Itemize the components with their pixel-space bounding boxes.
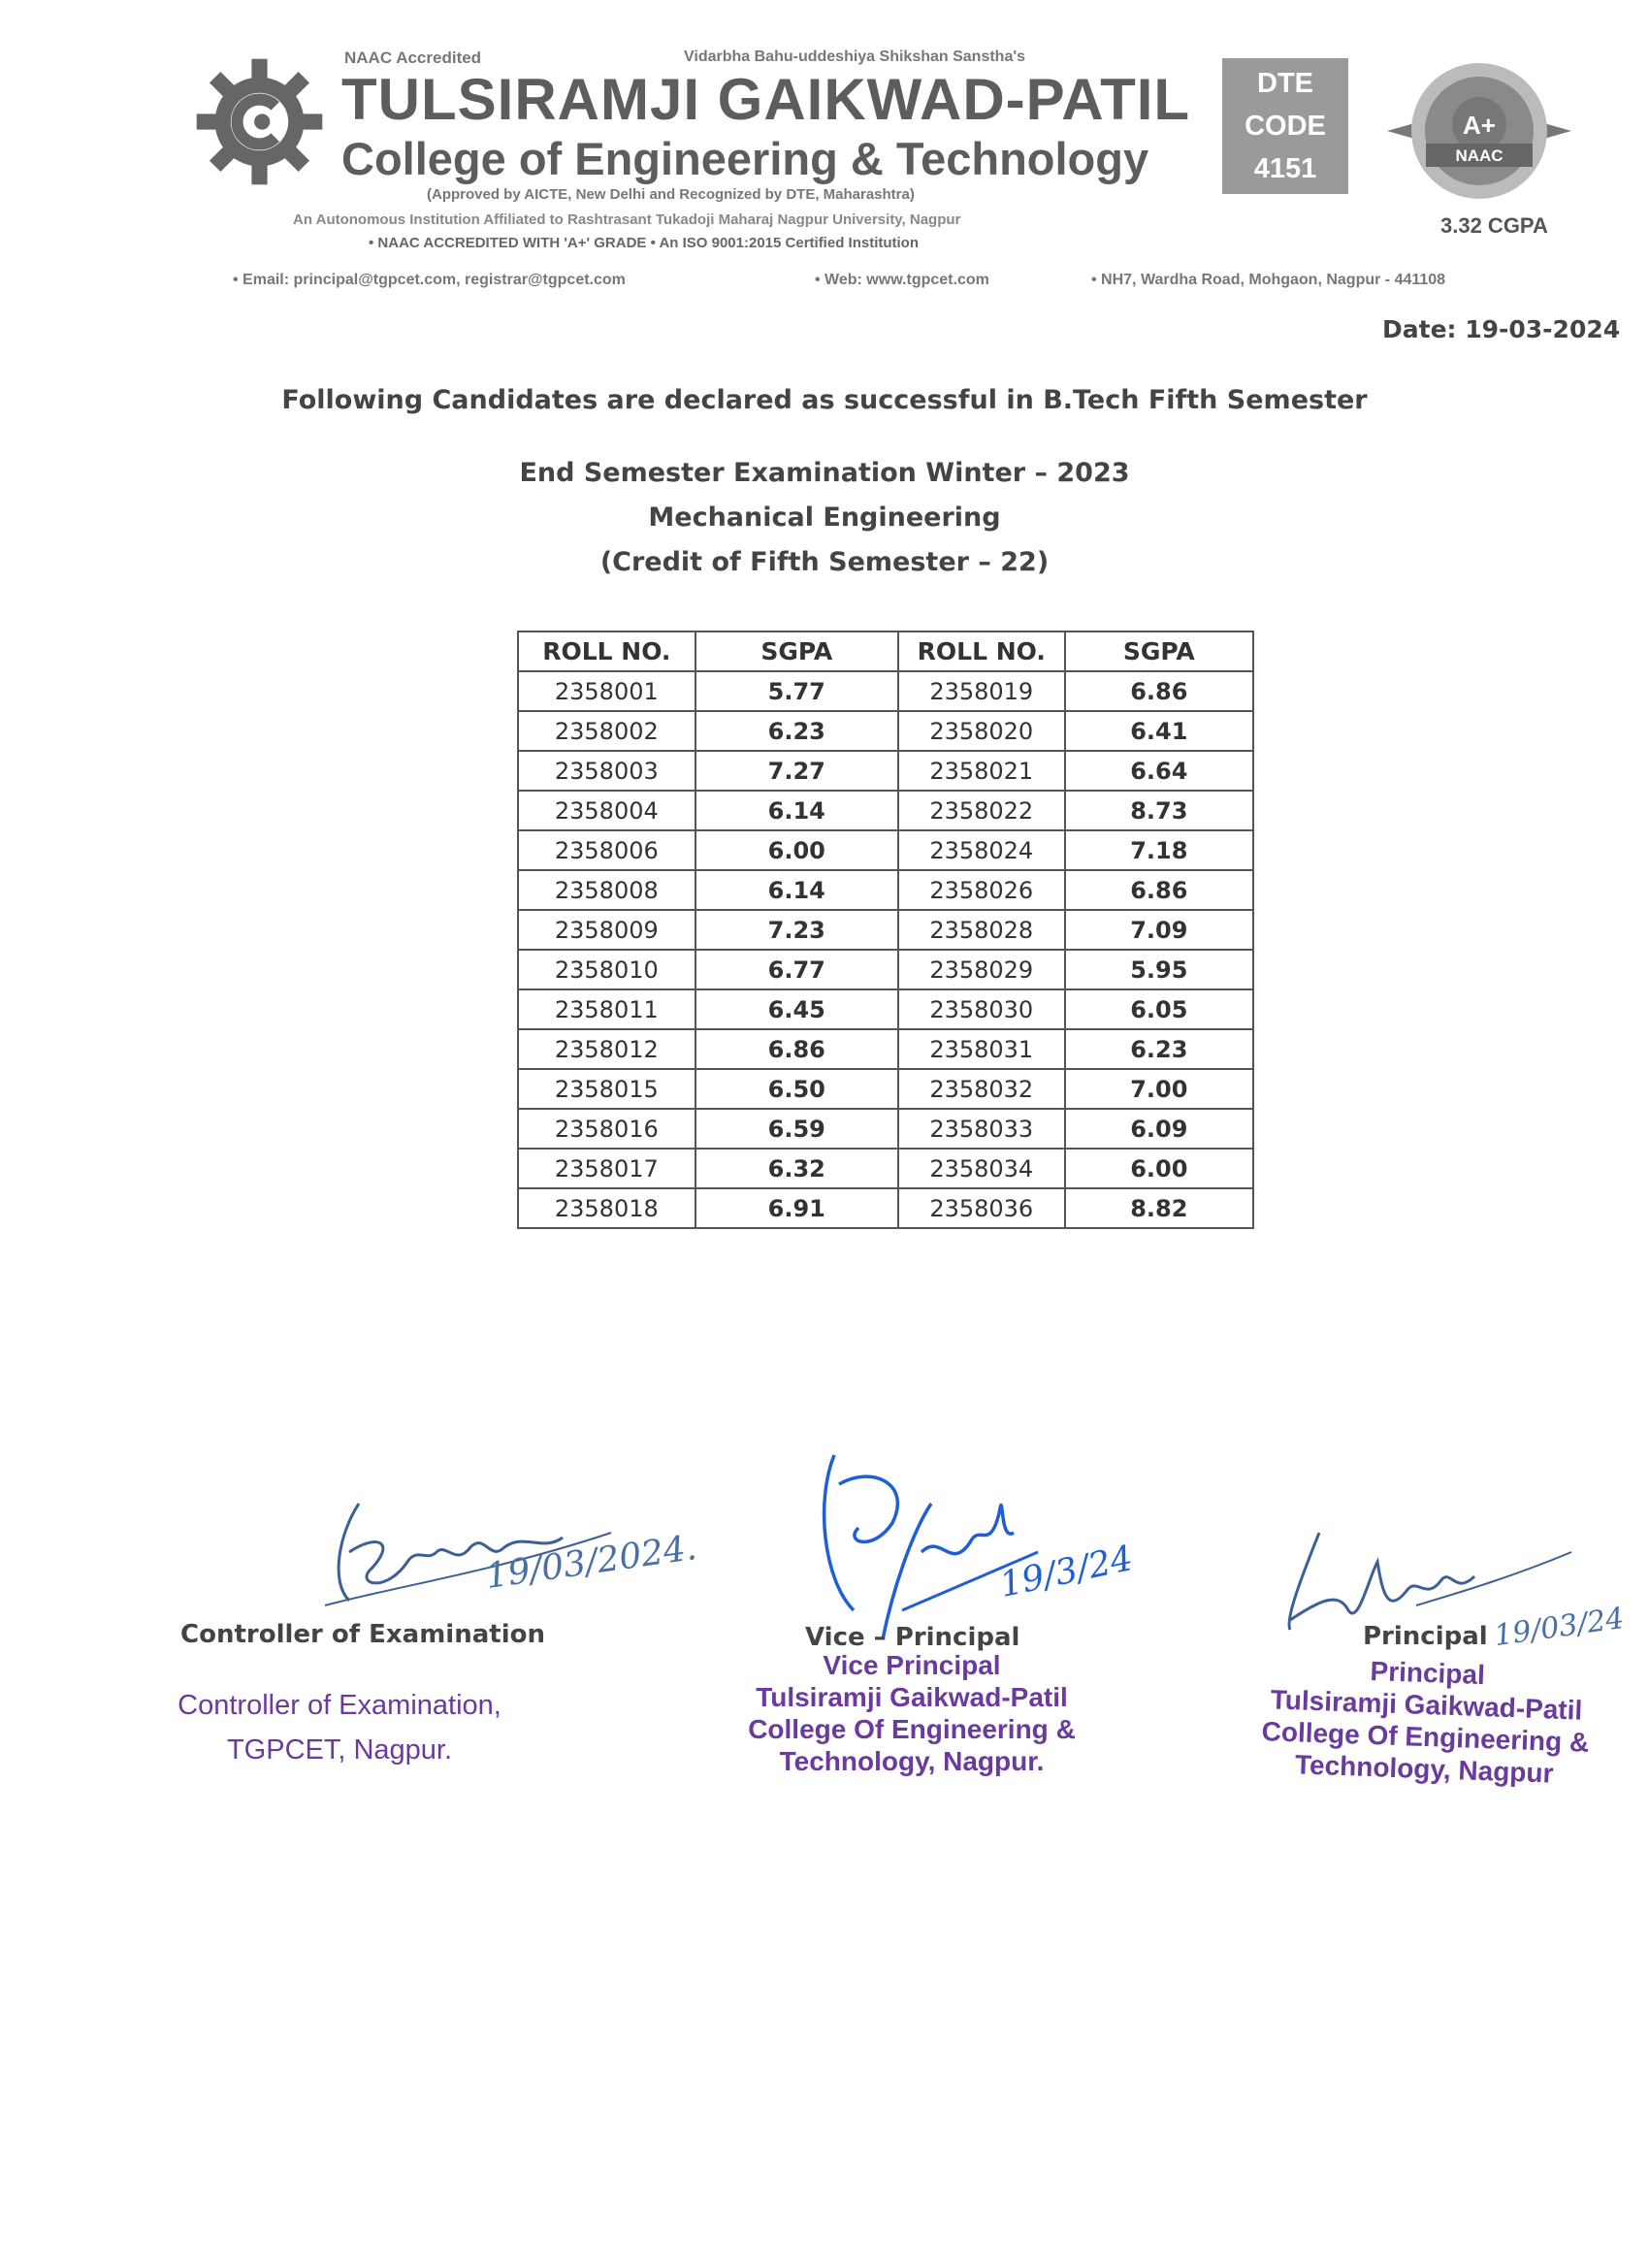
sgpa-cell: 6.86 [1065, 870, 1253, 910]
table-header-row [518, 632, 1253, 671]
sgpa-cell: 6.64 [1065, 751, 1253, 791]
sgpa-cell: 8.82 [1065, 1188, 1253, 1228]
sgpa-cell: 7.09 [1065, 910, 1253, 950]
roll-no-cell: 2358010 [518, 950, 695, 989]
branch-heading: Mechanical Engineering [648, 502, 1001, 533]
table-row [518, 671, 1253, 711]
sgpa-cell: 6.23 [1065, 1029, 1253, 1069]
principal-stamp-line2: Tulsiramji Gaikwad-Patil [1270, 1684, 1583, 1726]
sgpa-cell: 6.09 [1065, 1109, 1253, 1149]
sgpa-cell: 5.77 [695, 671, 898, 711]
sgpa-cell: 6.45 [695, 989, 898, 1029]
roll-no-cell: 2358030 [898, 989, 1065, 1029]
coe-stamp-line1: Controller of Examination, [178, 1690, 501, 1721]
naac-seal-icon [1387, 58, 1571, 204]
roll-no-cell: 2358026 [898, 870, 1065, 910]
roll-no-cell: 2358021 [898, 751, 1065, 791]
coe-stamp [146, 1683, 534, 1772]
roll-no-cell: 2358024 [898, 830, 1065, 870]
table-row [518, 711, 1253, 751]
column-header: ROLL NO. [898, 632, 1065, 671]
roll-no-cell: 2358036 [898, 1188, 1065, 1228]
sgpa-cell: 6.05 [1065, 989, 1253, 1029]
roll-no-cell: 2358008 [518, 870, 695, 910]
vice-principal-handwritten-date: 19/3/24 [996, 1539, 1137, 1605]
sgpa-cell: 5.95 [1065, 950, 1253, 989]
dte-line3: 4151 [1253, 153, 1317, 184]
sgpa-cell: 7.18 [1065, 830, 1253, 870]
principal-stamp [1230, 1650, 1622, 1792]
roll-no-cell: 2358020 [898, 711, 1065, 751]
document-date: Date: 19-03-2024 [1382, 315, 1621, 343]
roll-no-cell: 2358019 [898, 671, 1065, 711]
roll-no-cell: 2358011 [518, 989, 695, 1029]
sgpa-cell: 7.27 [695, 751, 898, 791]
table-row [518, 989, 1253, 1029]
roll-no-cell: 2358028 [898, 910, 1065, 950]
naac-grade-text: A+ [1463, 111, 1496, 140]
principal-title: Principal [1363, 1622, 1488, 1651]
cgpa-label: 3.32 CGPA [1440, 213, 1548, 238]
roll-no-cell: 2358031 [898, 1029, 1065, 1069]
table-row [518, 870, 1253, 910]
naac-label-text: NAAC [1455, 146, 1504, 165]
column-header: SGPA [695, 632, 898, 671]
roll-no-cell: 2358017 [518, 1149, 695, 1188]
letterhead [184, 49, 1600, 310]
table-row [518, 1188, 1253, 1228]
web-text: • Web: www.tgpcet.com [815, 272, 989, 288]
naac-accredited-label: NAAC Accredited [344, 49, 482, 67]
principal-stamp-line3: College Of Engineering & [1261, 1716, 1590, 1758]
credit-heading: (Credit of Fifth Semester – 22) [599, 547, 1050, 577]
column-header: SGPA [1065, 632, 1253, 671]
roll-no-cell: 2358003 [518, 751, 695, 791]
results-table [517, 631, 1254, 1229]
sgpa-cell: 6.14 [695, 791, 898, 830]
roll-no-cell: 2358018 [518, 1188, 695, 1228]
sgpa-cell: 6.32 [695, 1149, 898, 1188]
roll-no-cell: 2358015 [518, 1069, 695, 1109]
sgpa-cell: 6.00 [695, 830, 898, 870]
email-text: • Email: principal@tgpcet.com, registrar@tgpcet.com [233, 272, 626, 288]
roll-no-cell: 2358006 [518, 830, 695, 870]
sgpa-cell: 6.00 [1065, 1149, 1253, 1188]
table-row [518, 1069, 1253, 1109]
roll-no-cell: 2358033 [898, 1109, 1065, 1149]
table-row [518, 751, 1253, 791]
table-row [518, 791, 1253, 830]
address-text: • NH7, Wardha Road, Mohgaon, Nagpur - 441108 [1091, 272, 1446, 288]
table-row [518, 830, 1253, 870]
result-declaration-heading: Following Candidates are declared as successful in B.Tech Fifth Semester [281, 385, 1368, 415]
roll-no-cell: 2358012 [518, 1029, 695, 1069]
sgpa-cell: 6.77 [695, 950, 898, 989]
column-header: ROLL NO. [518, 632, 695, 671]
principal-stamp-line1: Principal [1370, 1655, 1486, 1691]
dte-code-box [1222, 58, 1348, 194]
sgpa-cell: 6.14 [695, 870, 898, 910]
roll-no-cell: 2358029 [898, 950, 1065, 989]
vice-principal-stamp-line4: Technology, Nagpur. [779, 1746, 1045, 1776]
roll-no-cell: 2358034 [898, 1149, 1065, 1188]
roll-no-cell: 2358022 [898, 791, 1065, 830]
college-name-line1: TULSIRAMJI GAIKWAD-PATIL [341, 67, 1191, 132]
approval-note: (Approved by AICTE, New Delhi and Recognized by DTE, Maharashtra) [427, 186, 915, 203]
accreditation-note: • NAAC ACCREDITED WITH 'A+' GRADE • An ISO 9001:2015 Certified Institution [369, 235, 920, 251]
sgpa-cell: 6.86 [1065, 671, 1253, 711]
roll-no-cell: 2358004 [518, 791, 695, 830]
sgpa-cell: 7.23 [695, 910, 898, 950]
vice-principal-stamp-line1: Vice Principal [823, 1650, 1001, 1680]
table-row [518, 950, 1253, 989]
sgpa-cell: 6.86 [695, 1029, 898, 1069]
coe-stamp-line2: TGPCET, Nagpur. [226, 1734, 453, 1766]
exam-heading: End Semester Examination Winter – 2023 [519, 458, 1130, 488]
coe-title: Controller of Examination [180, 1620, 545, 1649]
table-row [518, 1029, 1253, 1069]
table-row [518, 910, 1253, 950]
roll-no-cell: 2358016 [518, 1109, 695, 1149]
sgpa-cell: 6.41 [1065, 711, 1253, 751]
dte-line2: CODE [1245, 111, 1326, 142]
sgpa-cell: 6.91 [695, 1188, 898, 1228]
sgpa-cell: 6.23 [695, 711, 898, 751]
roll-no-cell: 2358032 [898, 1069, 1065, 1109]
sgpa-cell: 7.00 [1065, 1069, 1253, 1109]
roll-no-cell: 2358002 [518, 711, 695, 751]
sgpa-cell: 6.50 [695, 1069, 898, 1109]
vice-principal-title: Vice – Principal [805, 1623, 1020, 1652]
principal-handwritten-date: 19/03/24 [1492, 1601, 1627, 1654]
vice-principal-stamp [698, 1649, 1125, 1777]
society-name: Vidarbha Bahu-uddeshiya Shikshan Sanstha's [684, 49, 1026, 65]
affiliation-note: An Autonomous Institution Affiliated to Rashtrasant Tukadoji Maharaj Nagpur University, Nagpur [293, 211, 961, 228]
table-row [518, 1109, 1253, 1149]
roll-no-cell: 2358001 [518, 671, 695, 711]
college-gear-logo-icon [194, 56, 325, 187]
roll-no-cell: 2358009 [518, 910, 695, 950]
principal-stamp-line4: Technology, Nagpur [1294, 1749, 1554, 1789]
dte-line1: DTE [1257, 68, 1313, 99]
sgpa-cell: 8.73 [1065, 791, 1253, 830]
coe-handwritten-date: 19/03/2024. [483, 1527, 699, 1598]
table-row [518, 1149, 1253, 1188]
college-name-line2: College of Engineering & Technology [341, 133, 1149, 184]
vice-principal-stamp-line3: College Of Engineering & [748, 1714, 1076, 1744]
vice-principal-stamp-line2: Tulsiramji Gaikwad-Patil [756, 1682, 1068, 1712]
sgpa-cell: 6.59 [695, 1109, 898, 1149]
